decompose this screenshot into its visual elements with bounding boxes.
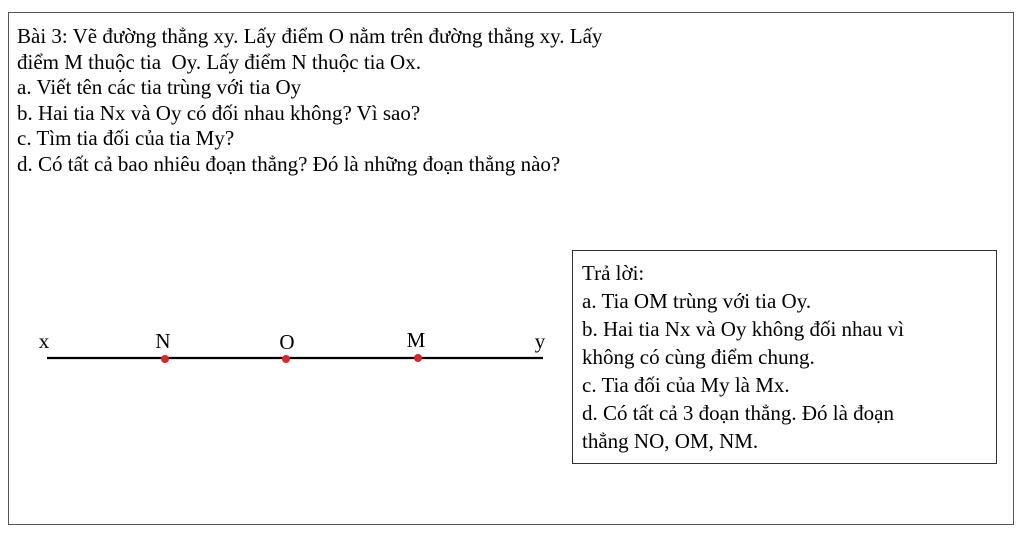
answer-line-b1: b. Hai tia Nx và Oy không đối nhau vì — [582, 317, 904, 341]
label-o: O — [279, 330, 295, 354]
question-line-2: điểm M thuộc tia Oy. Lấy điểm N thuộc tia Ox. — [17, 49, 421, 74]
answer-line-a: a. Tia OM trùng với tia Oy. — [582, 289, 812, 313]
question-line-d: d. Có tất cả bao nhiêu đoạn thẳng? Đó là những đoạn thẳng nào? — [17, 151, 561, 176]
answer-line-d1: d. Có tất cả 3 đoạn thẳng. Đó là đoạn — [582, 401, 895, 425]
answer-heading: Trả lời: — [582, 261, 645, 285]
line-figure — [30, 320, 560, 380]
label-m: M — [406, 328, 426, 352]
answer-line-c: c. Tia đối của My là Mx. — [582, 373, 790, 397]
question-line-a: a. Viết tên các tia trùng với tia Oy — [17, 75, 302, 99]
question-text — [17, 24, 602, 177]
point-m — [414, 354, 422, 362]
line-figure-svg — [30, 320, 560, 380]
question-line-c: c. Tìm tia đối của tia My? — [17, 126, 235, 150]
question-line-b: b. Hai tia Nx và Oy có đối nhau không? Vì sao? — [17, 100, 421, 125]
answer-line-d2: thẳng NO, OM, NM. — [582, 429, 759, 453]
label-y: y — [534, 329, 546, 353]
point-o — [282, 355, 290, 363]
answer-box — [572, 250, 997, 464]
label-x: x — [38, 329, 50, 353]
answer-line-b2: không có cùng điểm chung. — [582, 345, 815, 369]
label-n: N — [155, 329, 171, 353]
question-line-1: Bài 3: Vẽ đường thẳng xy. Lấy điểm O nằm trên đường thẳng xy. Lấy — [17, 24, 603, 48]
point-n — [161, 355, 169, 363]
